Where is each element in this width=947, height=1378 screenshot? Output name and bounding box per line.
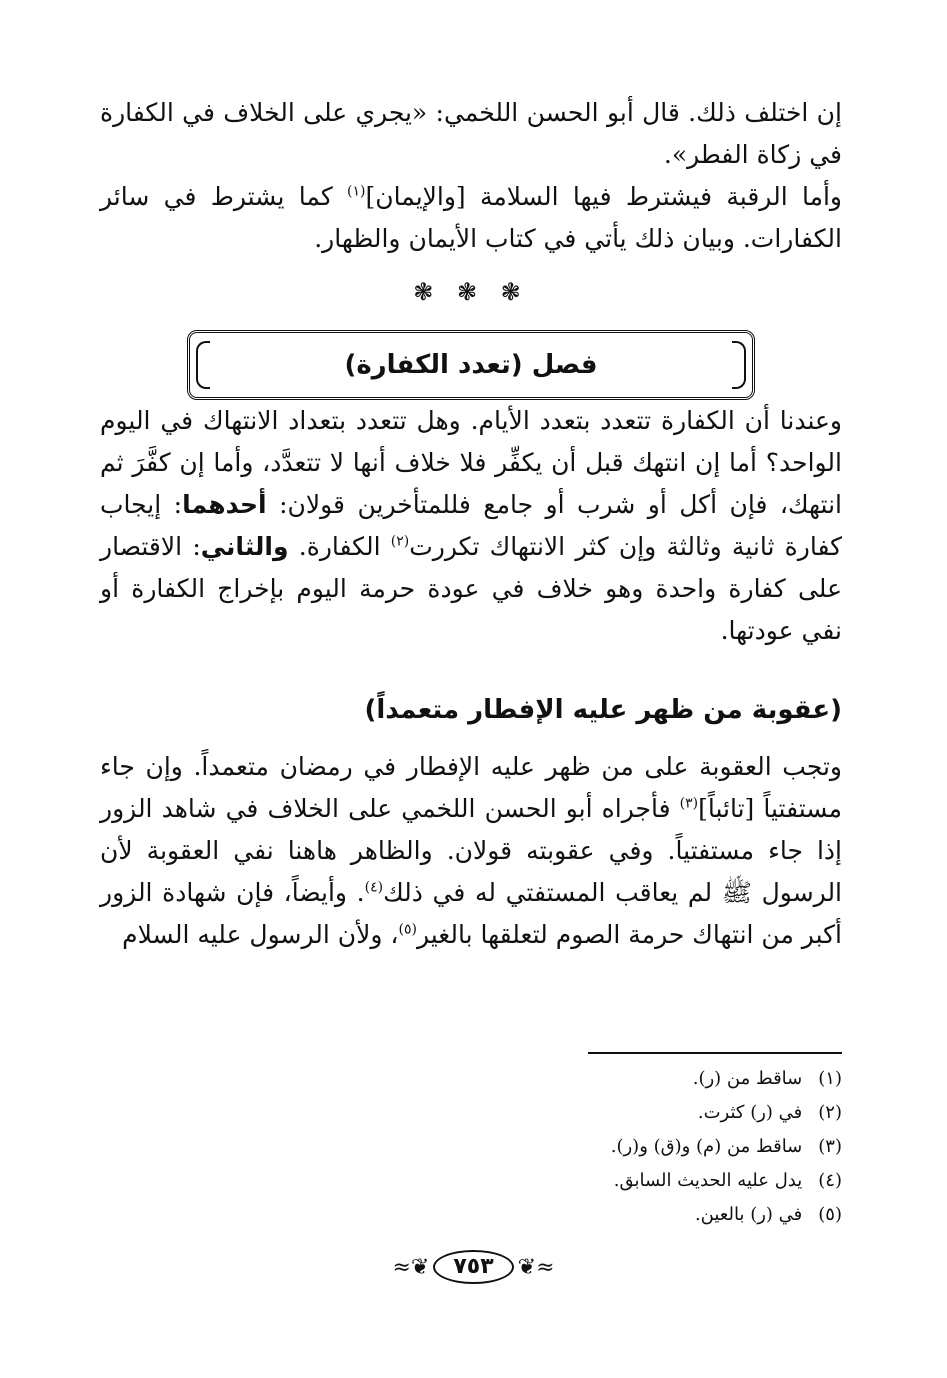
section-separator: ❃ ❃ ❃ [413, 278, 529, 306]
footnote-ref-2: (٢) [390, 533, 410, 550]
page-body [100, 92, 842, 956]
footnote-3: (٣) ساقط من (م) و(ق) و(ر). [610, 1136, 842, 1157]
footnote-ref-3: (٣) [679, 795, 699, 812]
page-number-block [0, 1250, 947, 1284]
paragraph-4: وتجب العقوبة على من ظهر عليه الإفطار في رمضان متعمداً. وإن جاء مستفتياً [تائباً]$^{(٣)}$ فأجراه أبو الحسن اللخمي على الخلاف في شاهد الزور إذا جاء مستفتياً. وفي عقوبته قولان. والظاهر هاهنا نفي العقوبة لأن الرسول ﷺ لم يعاقب المستفتي له في ذلك$^{(٤)}$. وأيضاً، فإن شهادة الزور أكبر من انتهاك حرمة الصوم لتعلقها بالغير$^{(٥)}$، ولأن الرسول عليه السلام [100, 752, 843, 949]
paragraph-1: إن اختلف ذلك. قال أبو الحسن اللخمي: «يجري على الخلاف في الكفارة في زكاة الفطر». [100, 98, 842, 169]
footnote-4: (٤) يدل عليه الحديث السابق. [613, 1170, 842, 1191]
footnotes [442, 1062, 842, 1232]
paragraph-3: وعندنا أن الكفارة تتعدد بتعدد الأيام. وهل تتعدد بتعداد الانتهاك في اليوم الواحد؟ أما إن انتهك قبل أن يكفِّر فلا خلاف أنها لا تتعدَّد، وأما إن كفَّرَ ثم انتهك، فإن أكل أو شرب أو جامع فللمتأخرين قولان: أحدهما: إيجاب كفارة ثانية وثالثة وإن كثر الانتهاك تكررت$^{(٢)}$ الكفارة. والثاني: الاقتصار على كفارة واحدة وهو خلاف في عودة حرمة اليوم بإخراج الكفارة أو نفي عودتها. [100, 406, 842, 645]
ornament-left-icon: ≈❦ [392, 1254, 430, 1280]
footnote-2: (٢) في (ر) كثرت. [697, 1102, 842, 1123]
ornament-right-icon: ❦≈ [517, 1254, 555, 1280]
section-title: فصل (تعدد الكفارة) [344, 350, 598, 380]
footnote-ref-4: (٤) [364, 879, 384, 896]
footnote-ref-1: (١) [347, 183, 366, 200]
page-number: ٧٥٣ [433, 1250, 513, 1284]
subheading: (عقوبة من ظهر عليه الإفطار متعمداً) [364, 695, 842, 725]
section-heading-box [187, 330, 755, 400]
footnote-ref-5: (٥) [398, 921, 417, 938]
footnote-1: (١) ساقط من (ر). [692, 1068, 842, 1089]
paragraph-2: وأما الرقبة فيشترط فيها السلامة [والإيمان]$^{(١)}$ كما يشترط في سائر الكفارات. وبيان ذلك يأتي في كتاب الأيمان والظهار. [100, 182, 842, 253]
footnote-divider [588, 1052, 842, 1054]
footnote-5: (٥) في (ر) بالعين. [694, 1204, 842, 1225]
